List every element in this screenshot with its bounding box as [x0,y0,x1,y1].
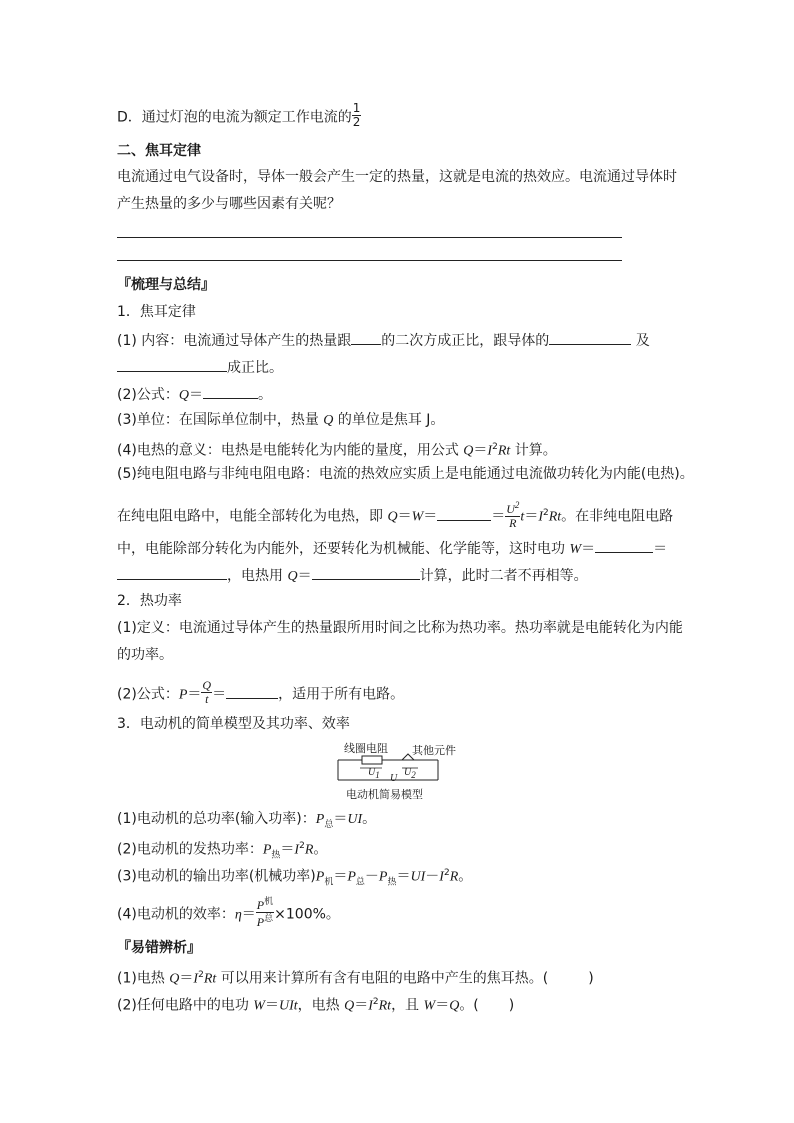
item2-definition-line: (1)定义：电流通过导体产生的热量跟所用时间之比称为热功率。热功率就是电能转化为内能 [117,620,683,636]
text: 的单位是焦耳 J。 [333,412,445,428]
fraction-q-t [201,679,212,706]
var: I [487,443,493,459]
var: W [569,542,582,557]
var: I [193,971,199,987]
var: U [368,767,376,778]
var: Q [449,998,460,1014]
mistake-item-1 [117,966,594,989]
var: P [178,687,188,703]
text: ＝ [333,868,348,885]
item1-nonpure-line-2 [117,565,588,586]
text: (2)电动机的发热功率： [117,841,263,858]
numerator: Q [202,678,212,692]
var: t [520,509,525,525]
var: P [378,869,388,885]
answer-line-2[interactable] [117,260,622,261]
blank-heat[interactable] [312,565,420,580]
item1-pure-resistive-line [117,501,673,532]
mistake-item-2 [117,993,514,1016]
var: W [253,998,265,1014]
item1-formula-line [117,384,272,405]
var: W [411,509,424,525]
sub: 总 [355,877,365,888]
var: Q [387,509,398,525]
exp: 2 [443,868,450,878]
item3-heat-power-line [117,837,327,864]
fraction-numerator: 1 [352,101,361,115]
exp: 2 [198,970,204,980]
var: P [315,812,325,827]
item1-content-line-2 [117,357,283,377]
fraction-efficiency [256,896,274,929]
var: P [256,915,265,929]
text: － [425,868,440,885]
var: Q [344,998,355,1014]
blank-resistance[interactable] [549,330,631,345]
var: Q [463,443,474,459]
text: (3)电动机的输出功率(机械功率) [117,868,316,885]
text: 计算。 [510,442,557,459]
text: 的二次方成正比，跟导体的 [381,333,550,349]
text: ＝ [435,997,450,1014]
item1-unit-line [117,411,444,430]
var-q: Q [323,413,334,428]
var: P [256,898,265,912]
text: ) [588,970,594,987]
sub: 热 [387,877,397,888]
intro-line-2: 产生热量的多少与哪些因素有关呢？ [117,196,341,212]
text: 。 [362,811,377,827]
option-d-text: D．通过灯泡的电流为额定工作电流的 [117,109,352,126]
text: 可以用来计算所有含有电阻的电路中产生的焦耳热。( [216,970,549,987]
text: ，电热 [297,997,345,1014]
denominator: R [509,516,517,530]
item2-formula-line [117,678,405,708]
numerator [505,499,520,517]
denominator: t [205,692,209,706]
label-other-elements: 其他元件 [412,745,456,757]
var: Rt [378,998,392,1014]
text: ＝ [396,868,411,885]
item3-output-power-line [117,864,472,891]
text: (1) 内容：电流通过导体产生的热量跟 [117,333,352,349]
label-u2 [404,767,416,780]
text: (3)单位：在国际单位制中，热量 [117,412,324,428]
exp: 2 [372,997,379,1007]
var: I [294,842,300,858]
text: (2)公式： [117,686,179,703]
exp: 2 [299,841,305,851]
var: Rt [203,971,217,987]
var: I [538,509,543,525]
fraction-u2-r [505,499,520,530]
text: (2)任何电路中的电功 [117,997,254,1014]
text: 。 [257,387,272,403]
sub: 机 [324,877,334,888]
exp: 2 [542,507,549,518]
text: ＝ [297,568,312,584]
text: ＝ [187,686,202,703]
text: 在纯电阻电路中，电能全部转化为电热，即 [117,508,388,525]
var: U [506,502,515,516]
label-u1 [368,767,380,780]
summary-heading: 『梳理与总结』 [117,277,215,293]
item2-definition-line-2: 的功率。 [117,647,173,663]
text: (2)公式： [117,387,179,403]
item3-total-power-line [117,810,376,834]
sup: 总 [264,914,274,924]
text: ＝ [473,442,488,459]
item1-title: 1．焦耳定律 [117,304,196,320]
text: ＝ [423,508,438,525]
text: ，且 [391,997,424,1014]
option-d [117,101,361,131]
text: ，电热用 [227,568,288,584]
text: ＝ [354,997,369,1014]
item3-efficiency-line [117,898,340,931]
text: 。 [458,868,473,885]
item1-circuit-types-line: (5)纯电阻电路与非纯电阻电路：电流的热效应实质上是电能通过电流做功转化为内能(电热)。 [117,466,694,482]
item1-content-line [117,330,650,350]
section-heading-joule: 二、焦耳定律 [117,143,201,159]
text: ＝ [491,508,506,525]
var: Q [169,971,180,987]
numerator [256,896,274,913]
text: 及 [635,333,650,349]
exp: 2 [492,442,498,452]
var: η [234,907,242,923]
sub: 总 [324,819,334,830]
var: P [315,869,325,885]
text: ＝ [264,997,279,1014]
blank-formula[interactable] [203,384,258,399]
intro-line-1: 电流通过电气设备时，导体一般会产生一定的热量，这就是电流的热效应。电流通过导体时 [117,169,677,185]
text: ＝ [581,541,596,557]
var: Rt [497,443,511,459]
var: Rt [548,509,562,525]
var: UI [347,812,363,827]
var: P [347,869,356,885]
motor-model-diagram [320,740,470,800]
var: I [368,998,373,1014]
item2-title: 2．热功率 [117,593,182,609]
text: (1)电动机的总功率(输入功率)： [117,811,316,827]
sup: 机 [264,897,274,907]
text: 成正比。 [227,360,283,376]
var-q: Q [178,388,189,403]
item1-meaning-line [117,438,557,461]
var: W [423,998,436,1014]
denominator [256,913,274,929]
text: ＝ [397,508,412,525]
fraction-one-half [352,102,362,129]
blank-w[interactable] [437,506,491,521]
text: 。在非纯电阻电路 [561,508,674,525]
text: ＝ [188,387,203,403]
var: R [449,869,459,885]
label-coil-resistance: 线圈电阻 [344,743,388,755]
sub: 2 [411,770,416,780]
blank-current[interactable] [351,330,381,345]
var: UIt [278,998,298,1014]
var: I [439,869,444,885]
text: ×100%。 [274,906,340,923]
blank-work-2[interactable] [117,565,227,580]
text: (4)电动机的效率： [117,906,235,923]
text: 计算，此时二者不再相等。 [419,568,588,584]
diagram-caption: 电动机简易模型 [346,789,423,801]
text: ＝ [333,811,348,827]
text: ＝ [524,508,539,525]
blank-work[interactable] [595,538,653,553]
blank-time[interactable] [117,357,227,372]
label-u: U [390,773,398,784]
text: (4)电热的意义：电热是电能转化为内能的量度，用公式 [117,442,464,459]
text: － [364,868,379,885]
text: ＝ [653,541,668,557]
text: ＝ [212,686,227,703]
exp: 2 [514,500,520,510]
var: P [262,842,272,858]
var: Q [287,569,298,584]
sub: 1 [375,770,380,780]
answer-line-1[interactable] [117,237,622,238]
mistakes-heading: 『易错辨析』 [117,940,201,956]
resistor-symbol [362,756,382,764]
sub: 热 [271,850,281,861]
text: ＝ [241,906,256,923]
text: ＝ [179,970,194,987]
text: ＝ [280,841,295,858]
text: 。 [313,841,328,858]
var: R [304,842,314,858]
text: ，适用于所有电路。 [278,686,405,703]
var: U [404,767,412,778]
text: ) [508,997,515,1014]
var: UI [410,869,426,885]
item1-nonpure-line [117,538,667,559]
fraction-denominator: 2 [352,115,361,129]
text: (1)电热 [117,970,170,987]
blank-heat-power[interactable] [226,684,278,699]
text: 。( [459,997,479,1014]
text: 中，电能除部分转化为内能外，还要转化为机械能、化学能等，这时电功 [117,541,570,557]
item3-title: 3．电动机的简单模型及其功率、效率 [117,716,350,732]
